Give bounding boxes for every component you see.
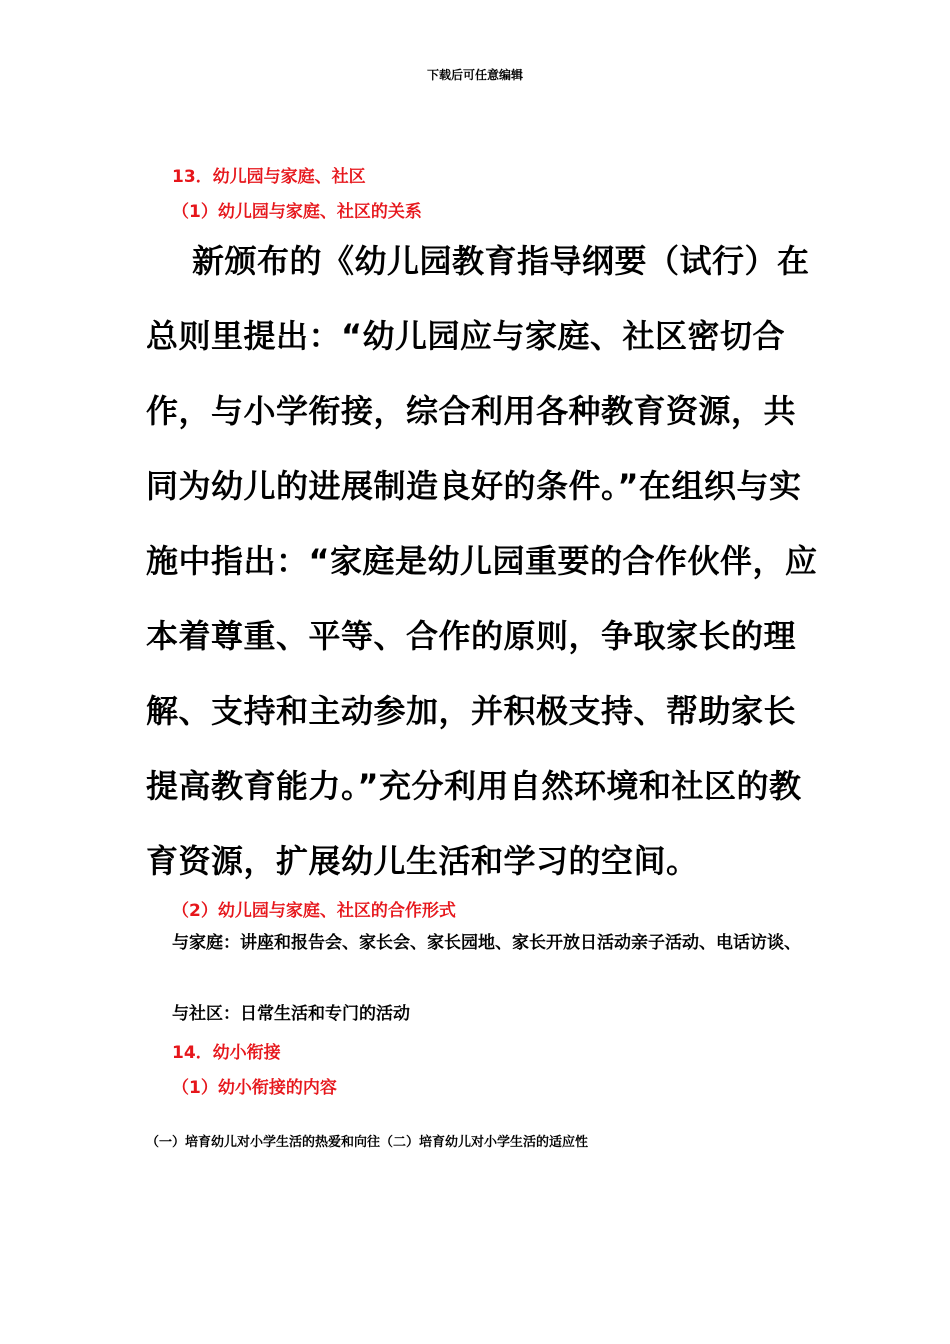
section-14-1-title: （1）幼小衔接的内容 (172, 1078, 337, 1098)
section-13-2-community: 与社区：日常生活和专门的活动 (172, 1004, 410, 1024)
section-14-1-content: （一）培育幼儿对小学生活的热爱和向往（二）培育幼儿对小学生活的适应性 (146, 1135, 589, 1150)
section-13-1-paragraph: 新颁布的《幼儿园教育指导纲要（试行）在总则里提出：“幼儿园应与家庭、社区密切合作，与小学衔接，综合利用各种教育资源，共同为幼儿的进展制造良好的条件。”在组织与实施中指出：“家庭是幼儿园重要的合作伙伴，应本着尊重、平等、合作的原则，争取家长的理解、支持和主动参加，并积极支持、帮助家长提高教育能力。”充分利用自然环境和社区的教育资源，扩展幼儿生活和学习的空间。 (146, 242, 818, 880)
section-13-2-family: 与家庭：讲座和报告会、家长会、家长园地、家长开放日活动亲子活动、电话访谈、 (172, 933, 801, 953)
section-14-title: 14．幼小衔接 (172, 1043, 281, 1063)
section-13-1-title: （1）幼儿园与家庭、社区的关系 (172, 202, 422, 222)
section-13-title: 13．幼儿园与家庭、社区 (172, 167, 366, 187)
section-13-2-title: （2）幼儿园与家庭、社区的合作形式 (172, 901, 456, 921)
header-note: 下载后可任意编辑 (426, 68, 523, 82)
